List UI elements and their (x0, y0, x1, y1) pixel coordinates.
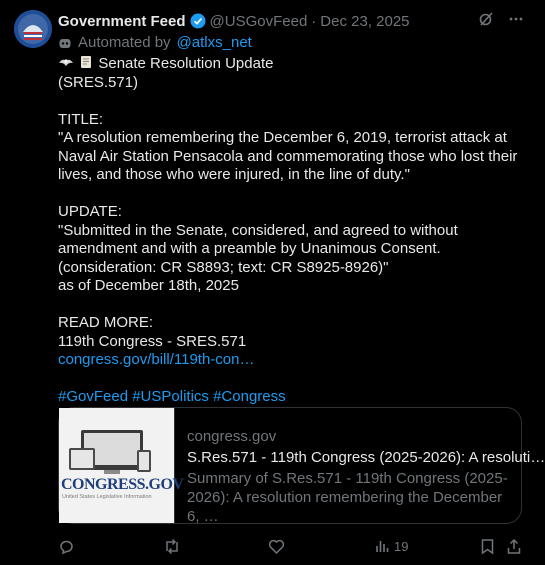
title-label: TITLE: (58, 110, 104, 128)
eagle-icon (58, 56, 74, 70)
update-label: UPDATE: (58, 203, 122, 220)
more-icon[interactable] (508, 11, 524, 27)
as-of-date: as of December 18th, 2025 (58, 277, 239, 294)
action-bar (58, 536, 524, 556)
automated-prefix: Automated by (78, 34, 171, 51)
repost-icon[interactable] (163, 538, 181, 555)
avatar[interactable] (14, 10, 52, 48)
automated-by-link[interactable]: @atlxs_net (176, 34, 252, 51)
display-name[interactable]: Government Feed (58, 12, 186, 30)
link-preview-card[interactable] (58, 407, 545, 525)
scroll-icon (78, 54, 94, 70)
resolution-id: (SRES.571) (58, 73, 139, 91)
card-text (175, 408, 545, 525)
card-domain: congress.gov (187, 428, 277, 445)
hashtag-link[interactable]: #USPolitics (132, 388, 209, 405)
handle[interactable]: @USGovFeed (209, 12, 308, 30)
views-icon (374, 538, 390, 554)
card-logo-text: CONGRESS.GOV (61, 476, 184, 493)
bill-url-link[interactable]: congress.gov/bill/119th-con… (58, 351, 255, 368)
congress-line: 119th Congress - SRES.571 (58, 332, 247, 350)
post-header (58, 11, 524, 31)
read-more-label: READ MORE: (58, 314, 154, 331)
hashtag-link[interactable]: #Congress (213, 388, 286, 405)
title-text: "A resolution remembering the December 6, 2019, terrorist attack at Naval Air Station Pensacola and commemorating those who lost their lives, and those who were injured, in the line of duty." (58, 129, 518, 183)
grok-icon[interactable] (478, 11, 494, 27)
bookmark-icon[interactable] (480, 538, 495, 555)
bot-icon (58, 36, 72, 50)
separator: · (311, 12, 317, 30)
views-stat[interactable] (374, 538, 408, 554)
card-thumbnail (59, 408, 184, 523)
hashtags (58, 388, 528, 407)
hashtag-link[interactable]: #GovFeed (58, 388, 129, 405)
views-count: 19 (394, 538, 409, 554)
automated-label (58, 34, 252, 51)
headline-line (58, 54, 528, 74)
headline: Senate Resolution Update (98, 55, 274, 72)
reply-icon[interactable] (58, 538, 75, 555)
verified-badge-icon (190, 13, 206, 29)
update-text: "Submitted in the Senate, considered, and agreed to without amendment and with a preamble by Unanimous Consent. (consideration: CR S8893; text: CR S8925-8926)" (58, 221, 458, 276)
post-date[interactable]: Dec 23, 2025 (320, 12, 410, 30)
like-icon[interactable] (268, 538, 285, 555)
post-text (58, 54, 528, 407)
share-icon[interactable] (506, 538, 522, 555)
card-logo-subtext: United States Legislative Information (62, 494, 152, 500)
card-title: S.Res.571 - 119th Congress (2025-2026): A resoluti… (187, 449, 545, 466)
card-description: Summary of S.Res.571 - 119th Congress (2025-2026): A resolution remembering the December 6, … (187, 470, 508, 525)
